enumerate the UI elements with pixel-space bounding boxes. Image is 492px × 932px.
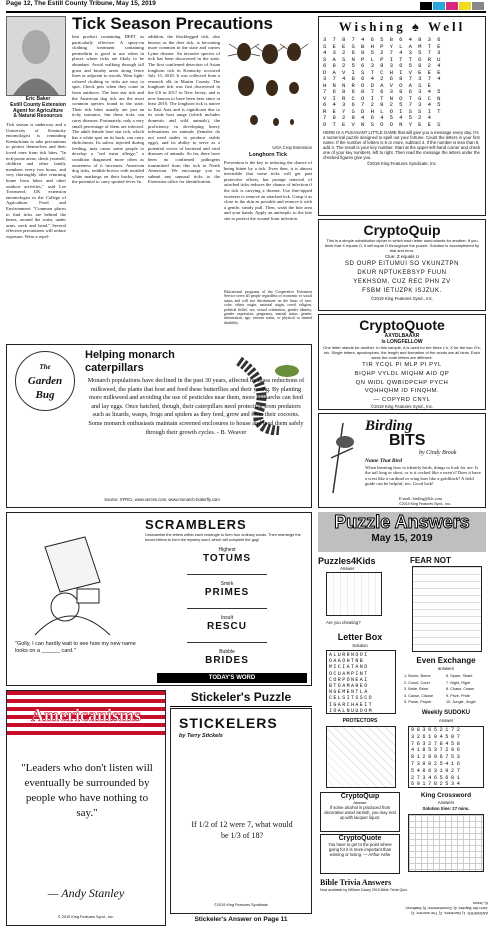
crossword-sub: Answers bbox=[437, 800, 455, 805]
wishing-well-answer: ANSWERS: 1) Numbers; 2) The women; 3) John the Baptist; 4) Gooseberries; 5) Matthew; 6) Jesus bbox=[405, 901, 488, 916]
sudoku-title: Weekly SUDOKU bbox=[421, 710, 471, 716]
wishing-row: S A S N P L P I T T O R U bbox=[323, 55, 442, 63]
cq-answer-sub: Answer bbox=[353, 800, 367, 805]
garden-bug-box bbox=[6, 344, 312, 508]
author-photo bbox=[6, 16, 66, 96]
wishing-row: H N N R O D A V O A S E bbox=[323, 81, 433, 89]
cryptoquip-box bbox=[318, 219, 486, 311]
scramblers-instructions: Unscramble the letters within each rectangle to form four ordinary words. Then rearrange the boxed letters to form the mystery word, which will complete the gag! bbox=[145, 533, 301, 542]
birding-subhead: Name That Bird bbox=[365, 458, 402, 464]
tick-col-3: addition, the blacklegged tick, also known as the deer tick, is becoming more common in the state and carries Lyme disease. An invasive species of tick has been discovered in the state. The first confirmed detection of Asian longhorn tick in Kentucky occurred July 15, 2018. It was collected from a research elk in Martin County. The longhorn tick was first discovered in the US in 2017 in New Jersey, and is now known to have been here since at least 2010. The longhorn tick is native to East Asia and is significant due to its wide host range (which includes domestic and wild animals), the proficiency in developing heavy infestations on animals (females do not need males to produce viable eggs), and its ability to serve as a potential vector of bacterial and viral diseases of animals. So far, there have been no confirmed pathogens transmitted from this tick in North American. We encourage you to submit any unusual ticks to the Extension office for identification. bbox=[148, 34, 220, 185]
bible-trivia-sub: Now available by William Casey 2019 Bible Trivia Quiz. bbox=[320, 888, 408, 892]
scramblers-title: SCRAMBLERS bbox=[145, 517, 247, 532]
wishing-row: S E E S B H P Y L A M T E bbox=[323, 42, 442, 50]
scrambler-label-3: Insult bbox=[221, 615, 233, 621]
letterbox-row: MICIATAND bbox=[329, 664, 369, 671]
cryptoquip-line: FSBM IETUZPK ISJZUK. bbox=[362, 288, 442, 295]
wishing-row: O T E V N S O O N Y E E S bbox=[323, 120, 442, 128]
even-exchange-title: Even Exchange bbox=[416, 656, 476, 665]
kids-puzzle-answer bbox=[326, 572, 382, 616]
stickeler-title: Stickeler's Puzzle bbox=[170, 690, 312, 707]
tick-photo-caption: UGA Crop Extension bbox=[272, 145, 312, 150]
scramblers-cartoon bbox=[15, 527, 127, 637]
wishing-instructions: HERE IS A PLEASANT LITTLE GAME that will give you a message every day. It's a numerical puzzle designed to spell out your fortune. Count the letters in your first name. If the number of letters is 6 or more, subtract 4. If the number is less than 6, add 3. The result is your key number. Start at the upper-left-hand corner and check one of your key numbers, left to right. Then read the message the letters under the checked figures give you. bbox=[323, 130, 481, 160]
puzzle-answers-title: Puzzle Answers bbox=[334, 512, 470, 532]
garden-source: Source: XFRCI, www.xerces.com, www.monarch-butterfly.com bbox=[104, 497, 220, 502]
sudoku-row: 548631927 bbox=[411, 767, 463, 774]
even-exchange-sub: answers bbox=[437, 666, 454, 671]
americanisms-author: — Andy Stanley bbox=[47, 886, 125, 900]
fear-not-crossword bbox=[412, 566, 482, 652]
letterbox-row: BTOAMAREO bbox=[329, 683, 369, 690]
sudoku-row: 326194587 bbox=[411, 733, 463, 740]
page-header: Page 12, The Estill County Tribune, May 15, 2019 bbox=[6, 0, 156, 7]
wishing-row: 7 8 2 8 4 6 4 5 4 5 2 4 bbox=[323, 114, 433, 121]
exchange-item: 7. Night, Right bbox=[446, 680, 471, 685]
cryptoquip-answer-box bbox=[320, 792, 400, 832]
birding-copyright: ©2019 King Features Synd., Inc. bbox=[399, 502, 451, 506]
stickeler-footer: Stickeler's Answer on Page 11 bbox=[194, 916, 288, 923]
crossword-title: King Crossword bbox=[420, 792, 472, 799]
letterbox-row: OAAOHTNB bbox=[329, 658, 365, 665]
header-rule bbox=[6, 11, 486, 13]
sudoku-row: 273465681 bbox=[411, 774, 463, 781]
exchange-item: 1. Borne, Borne bbox=[404, 674, 431, 678]
crossword-grid bbox=[408, 814, 484, 872]
wishing-row: 3 7 8 7 4 6 5 8 6 4 8 3 6 bbox=[323, 36, 442, 43]
word-search-answer bbox=[326, 726, 396, 788]
scrambler-word-3: RESCU bbox=[206, 621, 247, 632]
bird-illustration bbox=[323, 418, 361, 498]
cryptoquip-copyright: ©2019 King Features Synd., Inc. bbox=[370, 296, 434, 302]
letterbox-title: Letter Box bbox=[337, 632, 383, 642]
sudoku-row: 739825416 bbox=[411, 760, 463, 767]
wishing-row: V I R C O I T N O T G C N bbox=[323, 94, 442, 102]
scramblers-box bbox=[6, 512, 312, 686]
fear-not-title: FEAR NOT bbox=[410, 556, 451, 565]
sudoku-row: 812896753 bbox=[411, 754, 463, 761]
cryptoquote-line: VQHHQHM ID FINQHM. bbox=[364, 388, 440, 395]
letterbox-row: CORPONEAI bbox=[329, 676, 369, 683]
scrambled-prompt: Are you cheating? bbox=[326, 620, 361, 625]
letterbox-row: IOALNUUOOM bbox=[329, 707, 374, 714]
birding-logo-b: BITS bbox=[389, 432, 426, 449]
author-title-1: Estill County Extension bbox=[10, 101, 66, 108]
birding-by: by Cindy Brook bbox=[419, 450, 457, 456]
tick-disclaimer: Educational programs of the Cooperative Extension Service serve all people regardless of economic or social status and will not discriminate on the basis of race, color, ethnic origin, national origin, creed, religion, political belief, sex, sexual orientation, gender identity, gender expression, pregnancy, marital status, genetic information, age, veteran status, or physical or mental disability. bbox=[224, 290, 312, 325]
tick-photo bbox=[224, 34, 312, 144]
author-title-3: & Natural Resources bbox=[13, 113, 63, 120]
cryptoquote-line: QN WIDL QWBIDPCHP PYCH bbox=[355, 379, 449, 386]
wishing-title-a: Wishing bbox=[338, 19, 406, 34]
cq-answer-text: If some alcohol is produced from decorative wood varnish, you may end up with lacquer liquor. bbox=[324, 805, 396, 820]
cryptoquote-instructions: One letter stands for another. In this sample, A is used for the three L's, X for the two O's, etc. Single letters, apostrophes, the length and formation of the words are all hints. Each week the code letters are different. bbox=[323, 345, 481, 360]
wishing-row: R E Y S D H L O I S S I T bbox=[323, 107, 442, 115]
sudoku-row: 763278458 bbox=[411, 740, 463, 747]
wishing-copyright: ©2019 King Features Syndicate, Inc. bbox=[366, 161, 438, 166]
letterbox-row: NGEMENTLA bbox=[329, 689, 369, 696]
wishing-grid bbox=[323, 37, 481, 128]
tick-col-4: Prevention is the key to reducing the chance of being bitten by a tick. Even then, it is almost inevitable that some ticks will get past protective efforts, but prompt removal of attached ticks reduces the chance of infection if the tick is carrying a disease. Use fine-tipped tweezers to remove an attached tick. Grasp it as close to the skin as possible and remove it with a gentle, steady pull. Then, wash the bite area and your hands. Apply an antiseptic to the bite site to protect the wound from infection. bbox=[224, 160, 312, 221]
stickeler-copyright: ©2019 King Features Syndicate bbox=[214, 903, 268, 907]
crossword-solution-time: Solution time: 27 mins. bbox=[422, 806, 470, 811]
cryptoquip-line: DKUR NPTUKEBSYP FUUN bbox=[357, 270, 447, 277]
exchange-item: 5. Prose, Proper bbox=[404, 700, 432, 705]
wishing-well-box bbox=[318, 16, 486, 216]
even-exchange-list bbox=[404, 673, 488, 706]
sudoku-sub: Answer bbox=[438, 718, 454, 723]
color-bar bbox=[420, 2, 486, 9]
cryptoquote-copyright: ©2019 King Features Synd., Inc. bbox=[370, 404, 434, 410]
todays-word-label: TODAY'S WORD bbox=[157, 673, 307, 683]
cryptoquote-line: TIR YCQL PI MLP PI PYL bbox=[362, 362, 442, 369]
kids-sub: Answer bbox=[340, 566, 355, 571]
wishing-title-b: Well bbox=[427, 19, 466, 34]
stickeler-logo: STICKELERS bbox=[179, 715, 278, 731]
cryptoquote-line: BIQHP VYLDL MIQHM AID QP bbox=[354, 370, 450, 377]
sudoku-grid bbox=[408, 726, 484, 788]
stickeler-box bbox=[170, 708, 312, 914]
exchange-item: 2. Count, Court bbox=[404, 680, 430, 685]
longhorn-heading: Longhorn Tick bbox=[248, 152, 288, 158]
garden-logo-a: The bbox=[39, 363, 51, 371]
stickeler-by: by Terry Stickels bbox=[179, 733, 223, 739]
tick-col-2: lent product containing DEET as particularly effective. A spray-on clothing treatment containing permethrin is good to use when in places where ticks are likely to be abundant. Avoid walking through tall grass and brushy areas along fence lines or adjacent to woods. Wear light-colored clothing so ticks are easy to spot. Check pets when they come in from outdoors. The lone star tick and the American dog tick are the most common species found in the state. Their tick bites usually are just an itchy nuisance, but these ticks can carry diseases. Fortunately, only a very small percentage of them are infected. The adult female lone star tick, which has a white spot on its back, can carry ehrlichiosis. Its saliva, injected during feeding, may cause some people to develop a "red meat allergy," a condition diagnosed more often as awareness of it increases. American dog ticks, reddish-brown with mottled white markings on their backs, have the potential to carry spotted fever. In bbox=[72, 34, 144, 185]
cryptoquote-line: — COPYRD CNYL bbox=[373, 396, 431, 403]
cryptoquote-key: AXYDLBAAXR bbox=[384, 333, 420, 339]
americanisms-title: Americanisms bbox=[31, 705, 141, 725]
birding-body: When learning how to identify birds, things to look for are: Is the tail long or short, or is it cocked like a wren's? Does it have a crest like a cardinal or wing bars like a goldfinch? A field guide can be helpful, too. Good luck! bbox=[365, 465, 481, 487]
cryptoquip-clue: Clue: Z equals U bbox=[384, 254, 420, 260]
wishing-row: 6 4 3 6 7 2 8 2 5 7 3 4 5 bbox=[323, 101, 442, 108]
cryptoquip-intro: This is a simple substitution cipher in which each letter used stands for another. If you think that X equals O, it will equal O throughout the puzzle. Solution is accomplished by trial and error. bbox=[324, 238, 480, 253]
cryptoquote-is: is LONGFELLOW bbox=[381, 339, 423, 345]
scramblers-gag: "Golly, I can hardly wait to see how my new name looks on a ______ card." bbox=[15, 641, 136, 654]
cryptoquote-box bbox=[318, 314, 486, 410]
garden-bug-logo bbox=[15, 351, 75, 411]
scrambler-label-1: Highest bbox=[218, 547, 236, 553]
wishing-row: 7 6 8 6 8 7 6 3 8 6 3 4 5 bbox=[323, 88, 442, 95]
sudoku-row: 418537296 bbox=[411, 747, 463, 754]
garden-logo-b: Garden bbox=[27, 375, 63, 387]
garden-body: Monarch populations have declined in the past 30 years, affected by mass reductions of milkweed, the plants that host and feed these butterflies and their young. By planting more milkweed and avoiding the use of pesticides near them, more monarchs can feed and lay eggs. Once hatched, though, their caterpillars need protection from predators such as lizards, wasps, frogs and spiders as they feed, grow and form their cocoons. Some monarch enthusiasts maintain screened enclosures to house and feed them safely through their growth cycles. - B. Weaver bbox=[87, 377, 305, 436]
garden-title-1: Helping monarch bbox=[85, 349, 175, 361]
scrambler-word-2: PRIMES bbox=[204, 587, 250, 598]
tick-headline: Tick Season Precautions bbox=[72, 14, 273, 33]
wishing-row: 3 7 4 8 6 4 2 6 8 7 3 7 4 bbox=[323, 75, 442, 82]
author-name: Eric Baker bbox=[25, 96, 51, 102]
letterbox-row: IGARCHAEIT bbox=[329, 701, 374, 708]
letterbox-solution: Solution bbox=[352, 643, 368, 648]
wishing-row: 4 3 2 6 8 5 2 7 4 3 5 7 3 bbox=[323, 49, 442, 56]
letterbox-row: ALURRNOOI bbox=[329, 652, 369, 658]
cryptoquip-title: CryptoQuip bbox=[363, 222, 441, 238]
stickeler-question: If 1/2 of 12 were 7, what would be 1/3 of 18? bbox=[191, 820, 293, 840]
americanisms-box bbox=[6, 690, 166, 926]
wishing-row: D A V I S T C H I V E E E bbox=[323, 68, 442, 76]
puzzle-answers-date: May 15, 2019 bbox=[371, 533, 433, 544]
scrambler-label-4: Bubble bbox=[219, 649, 235, 655]
bible-trivia-title: Bible Trivia Answers bbox=[320, 878, 392, 887]
exchange-item: 8. Chase, Cease bbox=[446, 687, 475, 692]
well-icon: ♠ bbox=[412, 19, 422, 34]
americanisms-quote: "Leaders who don't listen will eventually be surrounded by people who have nothing to say." bbox=[21, 762, 153, 819]
cryptoquote-answer-box bbox=[320, 834, 400, 874]
cqt-answer-text: You have to get to the point where going for it is more important than winning or losing. — Arthur Ashe bbox=[328, 842, 392, 857]
cryptoquip-line: YEKHSOM, CUZ REC PHN ZV bbox=[353, 279, 451, 286]
protectors-label: PROTECTORS bbox=[342, 718, 378, 724]
tick-col-1: Tick season is underway and a University of Kentucky entomologist is reminding Kentuckians to take precautions to protect themselves and their loved ones from tick bites. "In tick-prone areas, check yourself, children and other family members every two hours, and very thoroughly after returning home from hikes and other outdoor activities," said Lee Townsend, UK extension entomologist in the College of Agriculture, Food and Environment. "Common places to find ticks are behind the knees, around the waist, under arms, neck and head." Several effective precautions will reduce exposure. Wear a repel- bbox=[6, 122, 66, 239]
sudoku-row: 983652172 bbox=[411, 727, 463, 733]
author-title-2: Agent for Agriculture bbox=[12, 107, 64, 114]
exchange-item: 3. Bride, Brine bbox=[404, 687, 429, 692]
exchange-item: 6. Spare, Shark bbox=[446, 674, 473, 678]
kids-title: Puzzles4Kids bbox=[318, 556, 376, 566]
garden-logo-c: Bug bbox=[35, 389, 55, 401]
letterbox-row: CELSITSSCO bbox=[329, 695, 374, 702]
scrambler-label-2: Smirk bbox=[220, 581, 234, 587]
exchange-item: 10. Jungle, Jingle bbox=[446, 700, 476, 705]
birding-bits-box bbox=[318, 413, 486, 508]
puzzle-answers-banner bbox=[318, 512, 486, 552]
cryptoquip-line: SD OURP EITUMUI SO VKUNZTPN bbox=[344, 261, 460, 268]
cryptoquote-title: CryptoQuote bbox=[359, 317, 445, 333]
letterbox-row: OCUAMPINT bbox=[329, 670, 369, 677]
exchange-item: 9. Prize, Pride bbox=[446, 693, 470, 698]
garden-title-2: caterpillars bbox=[85, 362, 144, 374]
birding-email: E-mail: birding@kfs.com bbox=[399, 496, 442, 501]
scrambler-word-4: BRIDES bbox=[205, 655, 249, 666]
letterbox-grid bbox=[326, 650, 396, 714]
exchange-item: 4. Cause, Clause bbox=[404, 693, 434, 698]
birding-logo-a: Birding bbox=[365, 418, 413, 434]
scrambler-word-1: TOTUMS bbox=[202, 553, 252, 564]
sudoku-row: 691782534 bbox=[411, 781, 463, 788]
wishing-row: 6 8 2 5 6 3 8 3 6 5 8 2 4 bbox=[323, 62, 442, 69]
cq-answer-title: CryptoQuip bbox=[340, 793, 380, 800]
cqt-answer-title: CryptoQuote bbox=[338, 835, 382, 842]
americanisms-copyright: © 2019 King Features Synd., Inc. bbox=[58, 915, 114, 919]
